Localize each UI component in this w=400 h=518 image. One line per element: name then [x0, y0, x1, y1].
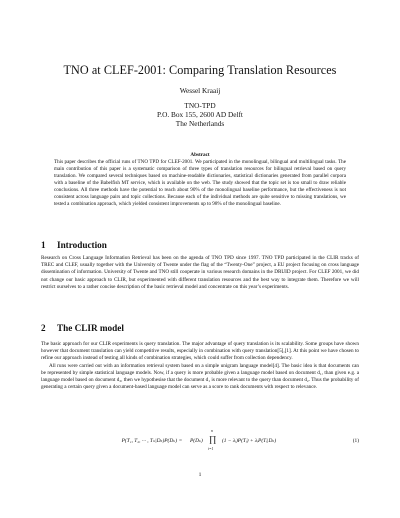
- equation-lhs: P(T₁, T₂, ··· , Tₙ|Dₖ)P(Dₖ): [121, 438, 177, 444]
- equation-1: [41, 429, 359, 456]
- section-heading-clir-model: [41, 323, 124, 333]
- product-lower-limit: i=1: [208, 447, 214, 451]
- equation-number: (1): [352, 438, 359, 444]
- affiliation-line-2: P.O. Box 155, 2600 AD Delft: [157, 110, 243, 119]
- section-title: Introduction: [57, 240, 107, 250]
- section-number: 1: [41, 240, 46, 250]
- product-upper-limit: n: [211, 429, 213, 433]
- author-name: Wessel Kraaij: [179, 86, 221, 95]
- paper-title: TNO at CLEF-2001: Comparing Translation Resources: [63, 63, 337, 77]
- page-number: 1: [198, 472, 202, 478]
- equation-rhs-right: (1 − λᵢ)P(Tᵢ) + λᵢP(Tᵢ|Dₖ): [222, 438, 277, 444]
- affiliation-line-3: The Netherlands: [175, 119, 225, 128]
- abstract-paragraph: This paper describes the official runs of TNO TPD for CLEF-2001. We participated in the monolingual, bilingual and multilingual tasks. The main contribution of this paper is a systematic comparison of three types of translation resources for bilingual retrieval based on query translation. We compared several techniques based on machine-readable dictionaries, statistical dictionaries generated from parallel corpora with a baseline of the Babelfish MT service, which is available on the web. The study showed that the topic set is too small to draw reliable conclusions. All three methods have the potential to reach about 90% of the monolingual baseline performance, but the effectiveness is not consistent across language pairs and topic collections. Because each of the individual methods are quite sensitive to missing translations, we tested a combination approach, which yielded consistent improvements up to 98% of the monolingual baseline.: [54, 159, 346, 208]
- body-paragraph: All runs were carried out with an information retrieval system based on a simple unigram language model[4]. The basic idea is that documents can be represented by simple statistical language models. Now, if a query is more probable given a language model based on document d₁, than given e.g. a language model based on document d₂, then we hypothesise that the document d₁ is more relevant to the query than document d₂. Thus the probability of generating a certain query given a document-based language model can serve as a score to rank documents with respect to relevance.: [41, 362, 359, 391]
- body-paragraph: Research on Cross Language Information Retrieval has been on the agenda of TNO TPD since 1997. TNO TPD participated in the CLIR tracks of TREC and CLEF, usually together with the University of Twente under the flag of the “Twenty-One” project, a EU project focusing on cross language dissemination of information. University of Twente and TNO still cooperate in various research domains in the DRUID project. For CLEF 2001, we did not change our basic approach to CLIR, but experimented with different translation resources and the best way to integrate them. Therefore we will restrict ourselves to a rather concise description of the basic retrieval model and concentrate on this year’s experiments.: [41, 255, 359, 290]
- section-body-clir-model: [41, 341, 359, 391]
- section-title: The CLIR model: [57, 323, 124, 333]
- section-number: 2: [41, 323, 46, 333]
- product-symbol: ∏: [209, 434, 217, 444]
- equation-equals: =: [179, 438, 183, 444]
- affiliation-line-1: TNO-TPD: [184, 101, 216, 110]
- abstract-text: [54, 159, 346, 208]
- body-paragraph: The basic approach for our CLIR experiments is query translation. The major advantage of query translation is its scalability. Some groups have shown however that document translation can yield competitive results, especially in combination with query translation[5],[1]. At this point we have chosen to refine our approach instead of testing all kinds of combination strategies, which could suffer from collection dependency.: [41, 341, 359, 362]
- section-heading-introduction: [41, 240, 107, 250]
- section-body-introduction: [41, 255, 359, 291]
- abstract-heading: Abstract: [190, 152, 210, 158]
- equation-rhs-left: P(Dₖ): [190, 438, 203, 444]
